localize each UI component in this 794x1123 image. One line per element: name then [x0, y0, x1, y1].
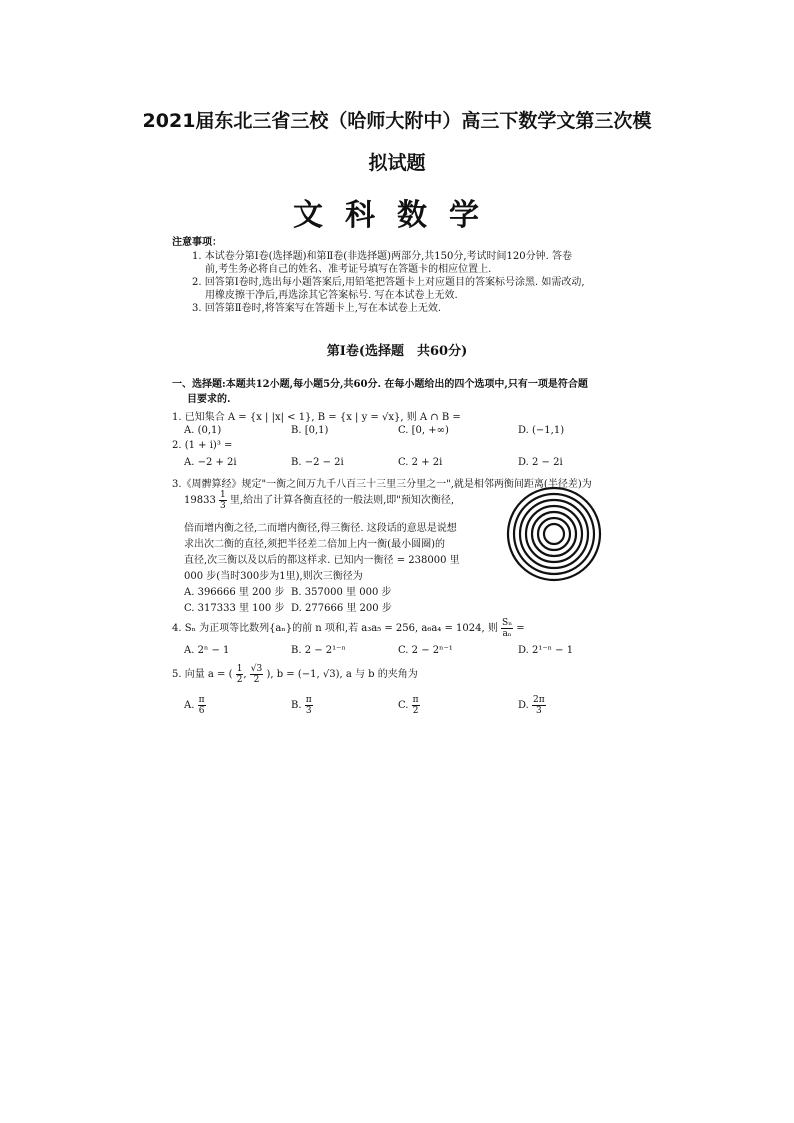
question-2-option-b: B. −2 − 2i: [291, 457, 344, 468]
question-3-line: 倍而增内衡之径,二而增内衡径,得三衡径. 这段话的意思是说想: [184, 523, 457, 534]
document-title-line-1: 2021届东北三省三校（哈师大附中）高三下数学文第三次模: [142, 110, 652, 132]
question-2-stem: 2. (1 + i)³ =: [172, 440, 233, 451]
fraction-root3-over-2: [250, 664, 263, 685]
question-3-line: [184, 490, 454, 511]
question-1-option-a: A. (0,1): [184, 425, 222, 436]
question-1-option-d: D. (−1,1): [518, 425, 565, 436]
fraction-sn-over-an: [501, 618, 513, 639]
question-1-option-c: C. [0, +∞): [398, 425, 449, 436]
notice-line: 1. 本试卷分第Ⅰ卷(选择题)和第Ⅱ卷(非选择题)两部分,共150分,考试时间120分钟. 答卷: [192, 251, 572, 262]
option-fraction: [532, 695, 546, 716]
fraction-denominator: 2: [253, 675, 260, 685]
option-letter: D.: [518, 700, 529, 711]
option-letter: B.: [291, 700, 302, 711]
fraction-denominator: 2: [236, 675, 243, 685]
question-4-text: 4. Sₙ 为正项等比数列{aₙ}的前 n 项和,若 a₃a₅ = 256, a₆a₄ = 1024, 则: [172, 623, 498, 634]
fraction-numerator: 1: [220, 490, 226, 500]
question-2-option-a: A. −2 + 2i: [184, 457, 237, 468]
question-5-option-a: [184, 695, 206, 716]
fraction-numerator: π: [305, 695, 312, 705]
fraction-denominator: 3: [220, 501, 226, 511]
question-3-line: 000 步(当时300步为1里),则次三衡径为: [184, 571, 363, 582]
fraction-denominator: 6: [198, 706, 205, 716]
question-2-option-d: D. 2 − 2i: [518, 457, 563, 468]
question-4-text-end: =: [516, 623, 525, 634]
question-5-option-d: [518, 695, 546, 716]
question-5-option-c: [398, 695, 420, 716]
fraction-numerator: π: [198, 695, 205, 705]
instruction-line: 一、选择题:本题共12小题,每小题5分,共60分. 在每小题给出的四个选项中,只有一项是符合题: [172, 379, 588, 390]
question-3-number: 19833: [184, 495, 216, 506]
fraction-numerator: √3: [250, 664, 263, 674]
notice-line: 2. 回答第Ⅰ卷时,选出每小题答案后,用铅笔把答题卡上对应题目的答案标号涂黑. 如需改动,: [192, 277, 585, 288]
notice-line: 用橡皮擦干净后,再选涂其它答案标号. 写在本试卷上无效.: [205, 290, 458, 301]
question-3-line: 3.《周髀算经》规定"一衡之间万九千八百三十三里三分里之一",就是相邻两衡间距离(半径差)为: [172, 479, 592, 490]
question-4-option-a: A. 2ⁿ − 1: [184, 645, 230, 656]
question-3-line-text: 里,给出了计算各衡直径的一般法则,即"预知次衡径,: [229, 495, 455, 506]
concentric-circles-figure: [506, 486, 602, 582]
fraction-denominator: 2: [412, 706, 419, 716]
fraction-numerator: Sₙ: [502, 618, 513, 628]
question-1-stem: 1. 已知集合 A = {x | |x| < 1}, B = {x | y = √x}, 则 A ∩ B =: [172, 412, 461, 423]
notice-line: 3. 回答第Ⅱ卷时,将答案写在答题卡上,写在本试卷上无效.: [192, 303, 442, 314]
question-5-text-end: ), b = (−1, √3), a 与 b 的夹角为: [266, 669, 418, 680]
option-letter: C.: [398, 700, 409, 711]
question-3-option-b: B. 357000 里 000 步: [291, 587, 392, 598]
fraction-denominator: aₙ: [502, 629, 512, 639]
fraction-one-third: [219, 490, 227, 511]
section-title: 第Ⅰ卷(选择题 共60分): [326, 344, 468, 359]
instruction-line: 目要求的.: [187, 394, 231, 405]
question-5-option-b: [291, 695, 313, 716]
fraction-numerator: 1: [236, 664, 243, 674]
fraction-denominator: 3: [305, 706, 312, 716]
option-fraction: [305, 695, 313, 716]
question-5-stem: [172, 664, 418, 685]
question-4-option-d: D. 2¹⁻ⁿ − 1: [518, 645, 574, 656]
question-4-option-c: C. 2 − 2ⁿ⁻¹: [398, 645, 453, 656]
notice-line: 前,考生务必将自己的姓名、准考证号填写在答题卡的相应位置上.: [205, 264, 492, 275]
question-4-stem: [172, 618, 525, 639]
document-title-line-2: 拟试题: [368, 152, 426, 174]
option-fraction: [412, 695, 420, 716]
question-2-option-c: C. 2 + 2i: [398, 457, 443, 468]
question-5-text: 5. 向量 a = (: [172, 669, 233, 680]
subject-heading: 文科数学: [293, 198, 501, 233]
option-letter: A.: [184, 700, 195, 711]
question-3-option-a: A. 396666 里 200 步: [184, 587, 285, 598]
question-3-line: 直径,次三衡以及以后的都这样求. 已知内一衡径 = 238000 里: [184, 555, 460, 566]
fraction-numerator: 2π: [533, 695, 545, 705]
option-fraction: [198, 695, 206, 716]
fraction-numerator: π: [412, 695, 419, 705]
fraction-denominator: 3: [535, 706, 542, 716]
question-3-option-d: D. 277666 里 200 步: [291, 603, 392, 614]
question-4-option-b: B. 2 − 2¹⁻ⁿ: [291, 645, 346, 656]
notice-heading: 注意事项：: [172, 237, 222, 248]
comma: ,: [243, 669, 247, 680]
question-3-line: 求出次二衡的直径,须把半径差二倍加上内一衡(最小圆圈)的: [184, 539, 445, 550]
question-3-option-c: C. 317333 里 100 步: [184, 603, 285, 614]
question-1-option-b: B. [0,1): [291, 425, 329, 436]
